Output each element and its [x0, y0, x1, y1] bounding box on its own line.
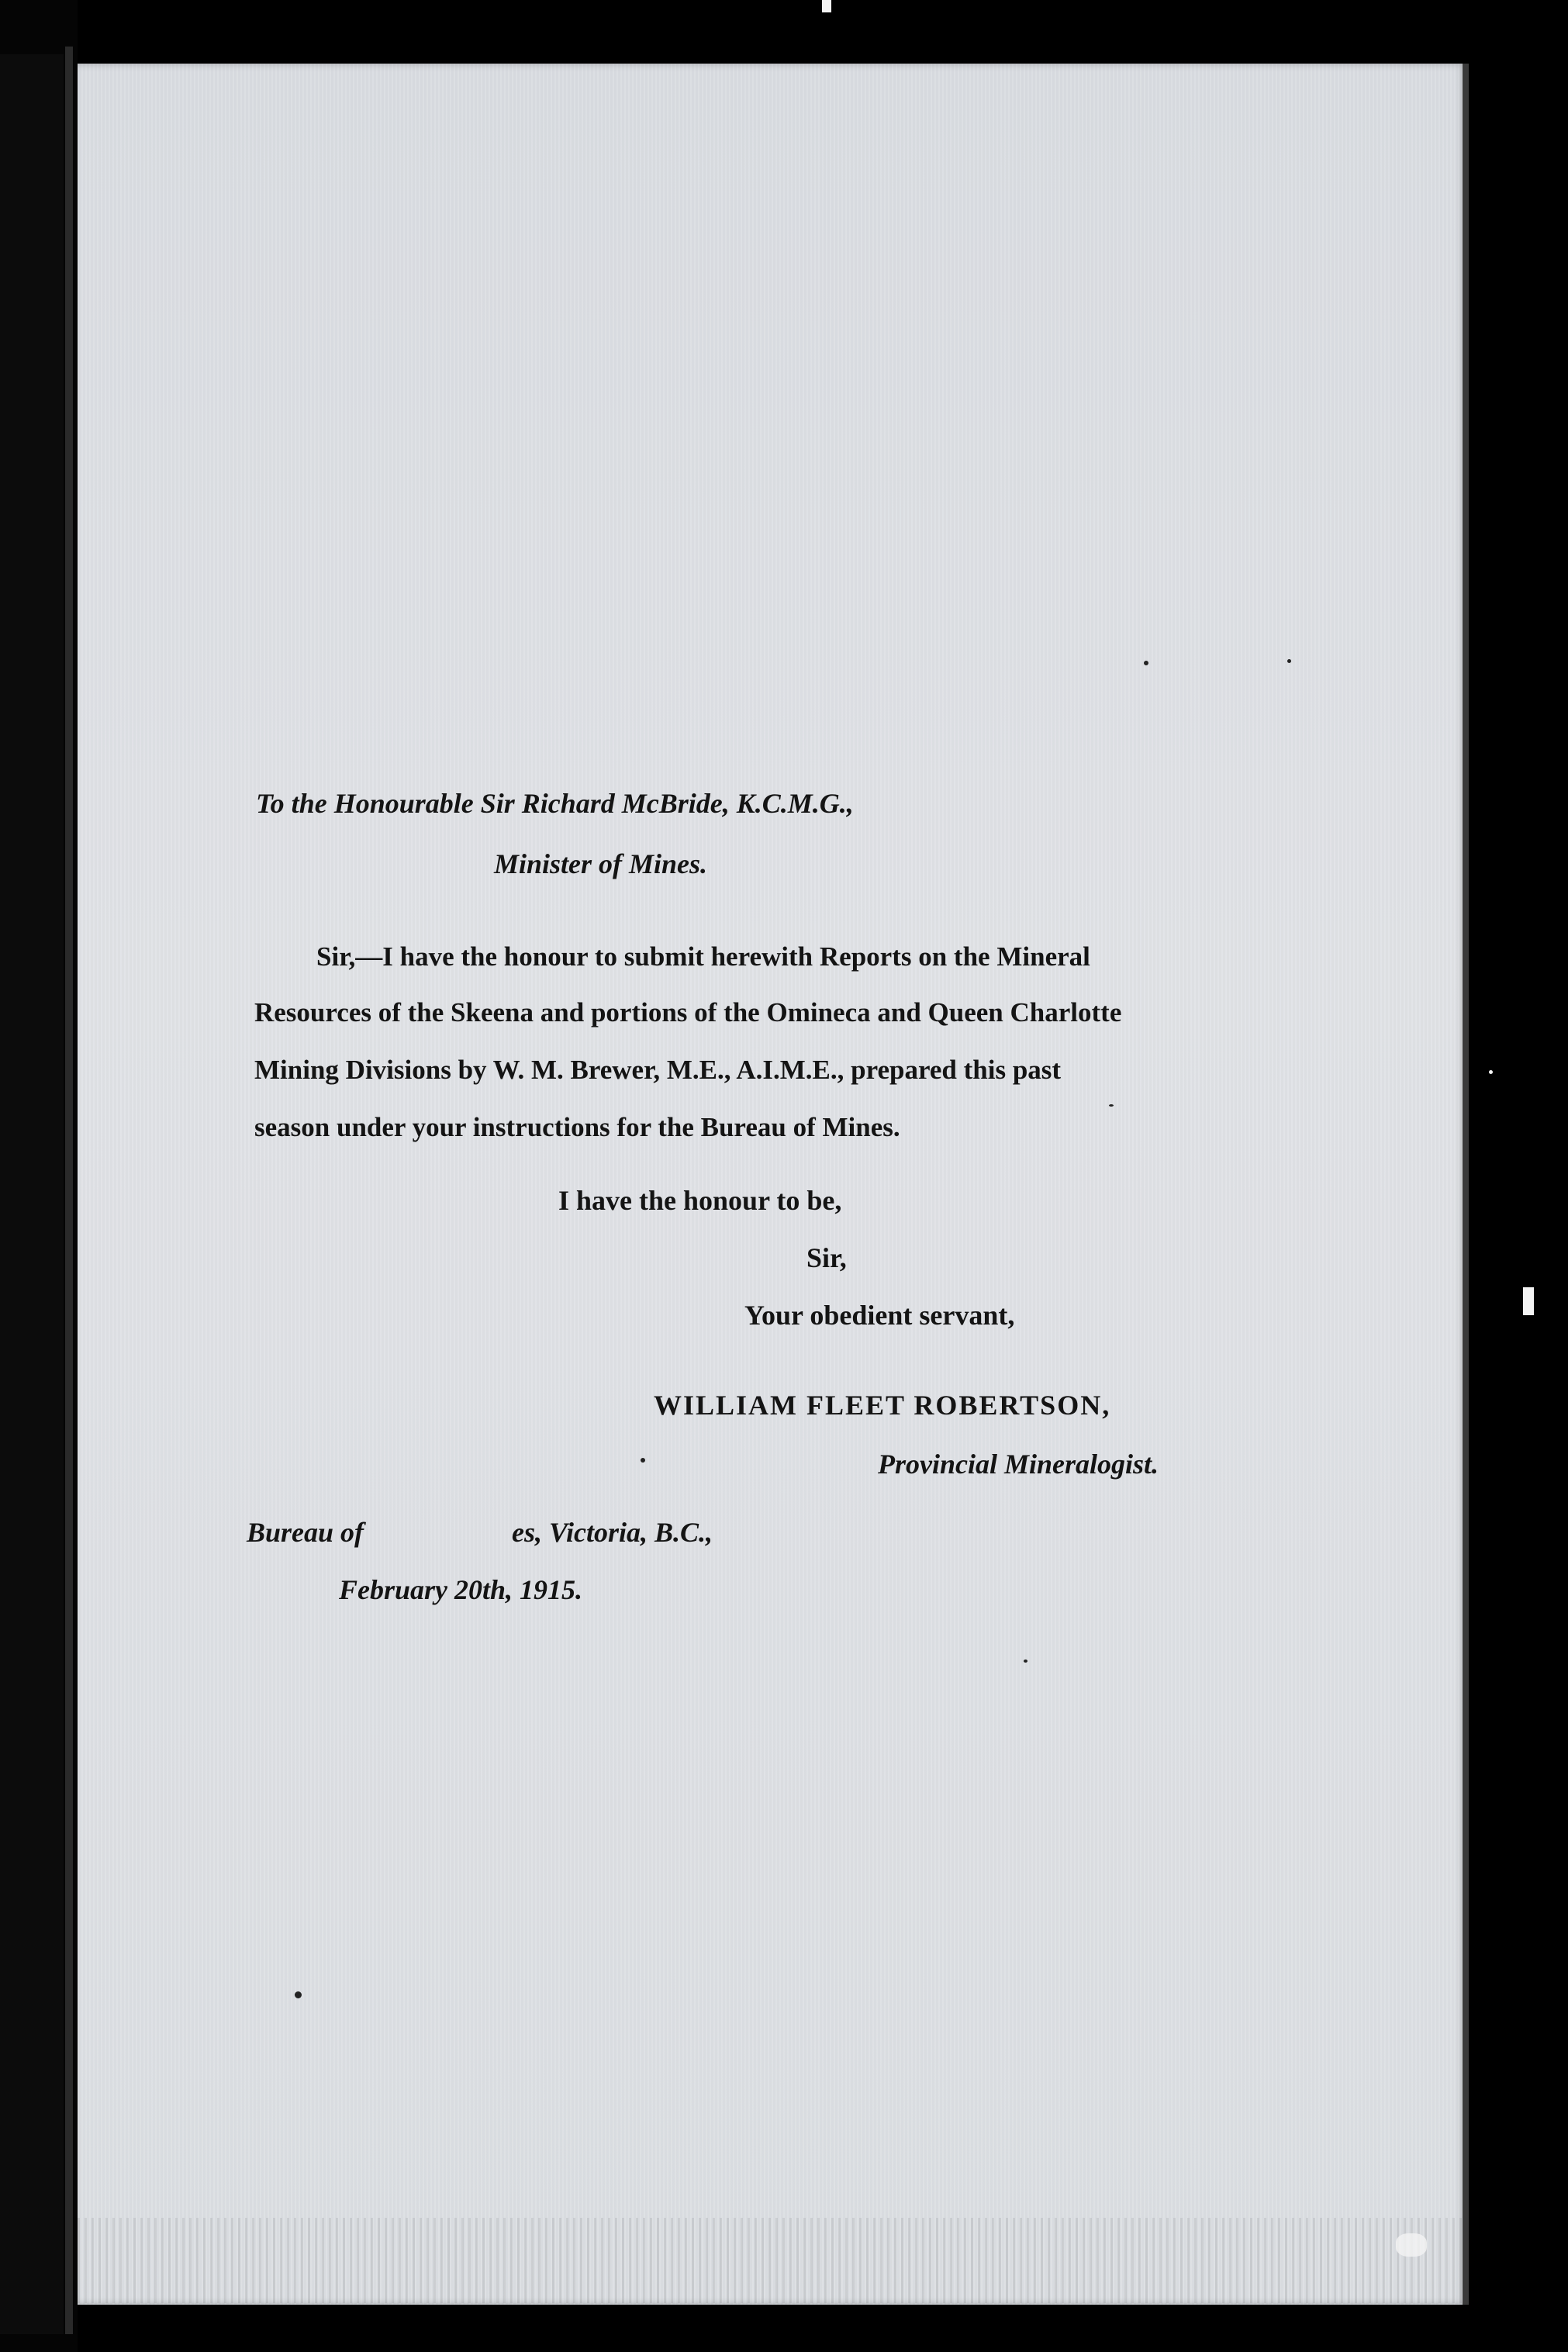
page-bottom-texture: [78, 2218, 1467, 2303]
scan-artifact: [1523, 1287, 1534, 1315]
signer-title: Provincial Mineralogist.: [878, 1449, 1159, 1480]
scan-speck: [641, 1458, 645, 1463]
page-right-edge: [1463, 64, 1469, 2305]
scan-artifact: [1489, 1070, 1493, 1074]
signer-name: WILLIAM FLEET ROBERTSON,: [654, 1390, 1111, 1421]
scan-speck: [1024, 1660, 1027, 1663]
closing-line-3: Your obedient servant,: [744, 1300, 1015, 1331]
scan-speck: [295, 1991, 302, 1998]
scan-speck: [1144, 661, 1148, 665]
closing-line-2: Sir,: [806, 1242, 847, 1273]
scan-speck: [1287, 659, 1291, 663]
place-line-part-1: Bureau of: [247, 1517, 364, 1548]
document-page: [78, 64, 1467, 2305]
scan-artifact: [1396, 2233, 1427, 2257]
body-line-2: Resources of the Skeena and portions of the Omineca and Queen Charlotte: [254, 997, 1122, 1027]
scan-speck: [1109, 1104, 1114, 1107]
body-line-3: Mining Divisions by W. M. Brewer, M.E., A.I.M.E., prepared this past: [254, 1055, 1062, 1085]
body-line-4: season under your instructions for the Bureau of Mines.: [254, 1112, 900, 1142]
place-line-part-2: es, Victoria, B.C.,: [512, 1517, 713, 1548]
closing-line-1: I have the honour to be,: [558, 1185, 842, 1216]
addressee-title: Minister of Mines.: [494, 848, 708, 879]
scan-artifact: [822, 0, 831, 12]
date-line: February 20th, 1915.: [339, 1574, 583, 1605]
previous-page-edge: [0, 54, 64, 2334]
body-line-1: Sir,—I have the honour to submit herewith Reports on the Mineral: [316, 941, 1090, 972]
binding-spine: [65, 47, 73, 2334]
addressee-line: To the Honourable Sir Richard McBride, K.C.M.G.,: [256, 788, 854, 819]
